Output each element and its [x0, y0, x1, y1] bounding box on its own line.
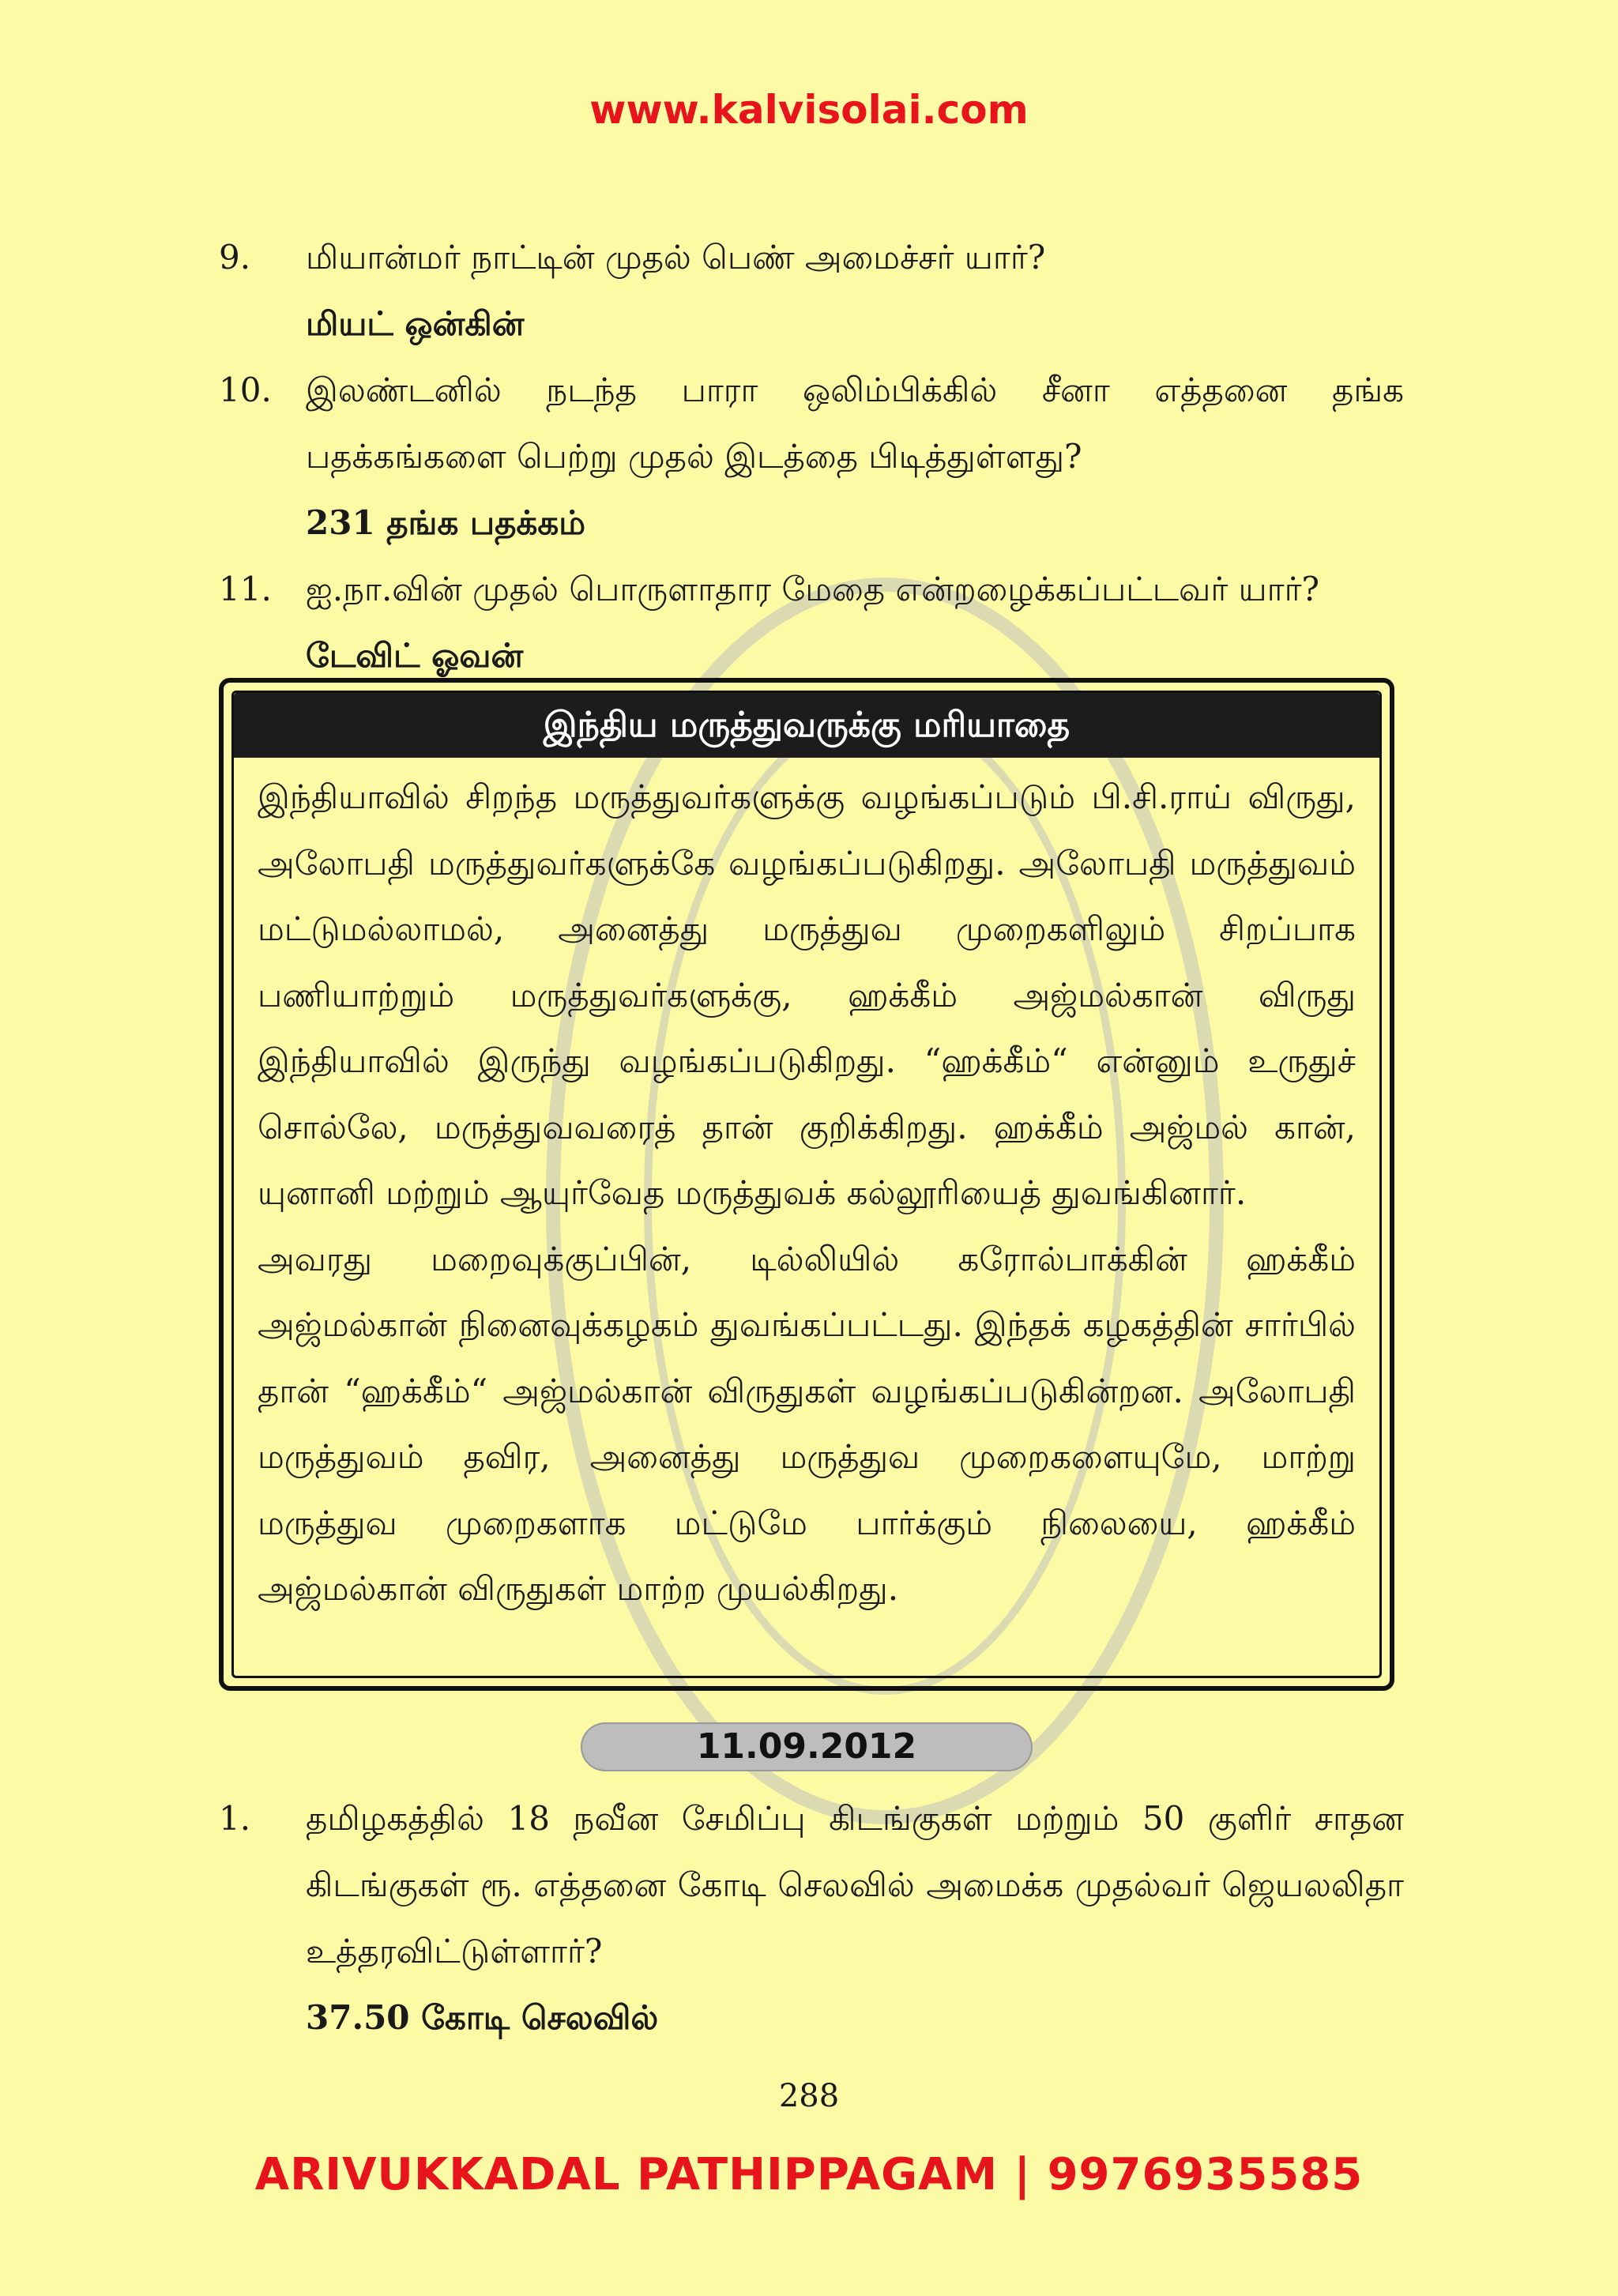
info-paragraph: அவரது மறைவுக்குப்பின், டில்லியில் கரோல்பாக்கின் ஹக்கீம் அஜ்மல்கான் நினைவுக்கழகம் துவங்கப்பட்டது. இந்தக் கழகத்தின் சார்பில் தான் “ஹக்கீம்“ அஜ்மல்கான் விருதுகள் வழங்கப்படுகின்றன. அலோபதி மருத்துவம் தவிர, அனைத்து மருத்துவ முறைகளையுமே, மாற்று மருத்துவ முறைகளாக மட்டுமே பார்க்கும் நிலையை, ஹக்கீம் அஜ்மல்கான் விருதுகள் மாற்ற முயல்கிறது. — [258, 1239, 1356, 1608]
info-box — [219, 678, 1394, 1691]
answer-text: 37.50 கோடி செலவில் — [306, 1998, 659, 2037]
question-text: தமிழகத்தில் 18 நவீன சேமிப்பு கிடங்குகள் மற்றும் 50 குளிர் சாதன கிடங்குகள் ரூ. எத்தனை கோடி செலவில் அமைக்க முதல்வர் ஜெயலலிதா உத்தரவிட்டுள்ளார்? — [306, 1799, 1404, 1970]
question-text: மியான்மர் நாட்டின் முதல் பெண் அமைச்சர் யார்? — [306, 238, 1046, 277]
question-number: 9. — [219, 238, 251, 277]
question-item — [219, 1786, 1404, 1985]
info-box-title: இந்திய மருத்துவருக்கு மரியாதை — [234, 693, 1379, 758]
answer-text: 231 தங்க பதக்கம் — [306, 503, 586, 542]
question-number: 11. — [219, 570, 272, 608]
page-number: 288 — [778, 2078, 840, 2114]
info-paragraph: இந்தியாவில் சிறந்த மருத்துவர்களுக்கு வழங்கப்படும் பி.சி.ராய் விருது, அலோபதி மருத்துவர்களுக்கே வழங்கப்படுகிறது. அலோபதி மருத்துவம் மட்டுமல்லாமல், அனைத்து மருத்துவ முறைகளிலும் சிறப்பாக பணியாற்றும் மருத்துவர்களுக்கு, ஹக்கீம் அஜ்மல்கான் விருது இந்தியாவில் இருந்து வழங்கப்படுகிறது. “ஹக்கீம்“ என்னும் உருதுச் சொல்லே, மருத்துவவரைத் தான் குறிக்கிறது. ஹக்கீம் அஜ்மல் கான், யுனானி மற்றும் ஆயுர்வேத மருத்துவக் கல்லூரியைத் துவங்கினார். — [258, 777, 1356, 1212]
answer-text: டேவிட் ஓவன் — [306, 636, 524, 675]
info-box-body — [234, 758, 1379, 1622]
question-text: ஐ.நா.வின் முதல் பொருளாதார மேதை என்றழைக்கப்பட்டவர் யார்? — [306, 570, 1320, 608]
question-item — [219, 224, 1404, 291]
question-number: 10. — [219, 371, 272, 409]
footer-publisher: ARIVUKKADAL PATHIPPAGAM | 9976935585 — [254, 2149, 1364, 2200]
questions-bottom — [219, 1786, 1404, 2051]
question-number: 1. — [219, 1799, 251, 1838]
date-label: 11.09.2012 — [581, 1722, 1033, 1771]
info-box-inner — [231, 691, 1382, 1678]
site-url[interactable]: www.kalvisolai.com — [589, 87, 1029, 133]
answer-text: மியட் ஒன்கின் — [306, 304, 525, 343]
question-text: இலண்டனில் நடந்த பாரா ஒலிம்பிக்கில் சீனா எத்தனை தங்க பதக்கங்களை பெற்று முதல் இடத்தை பிடித்துள்ளது? — [306, 371, 1404, 476]
question-item — [219, 357, 1404, 490]
question-item — [219, 556, 1404, 623]
questions-top — [219, 224, 1404, 689]
